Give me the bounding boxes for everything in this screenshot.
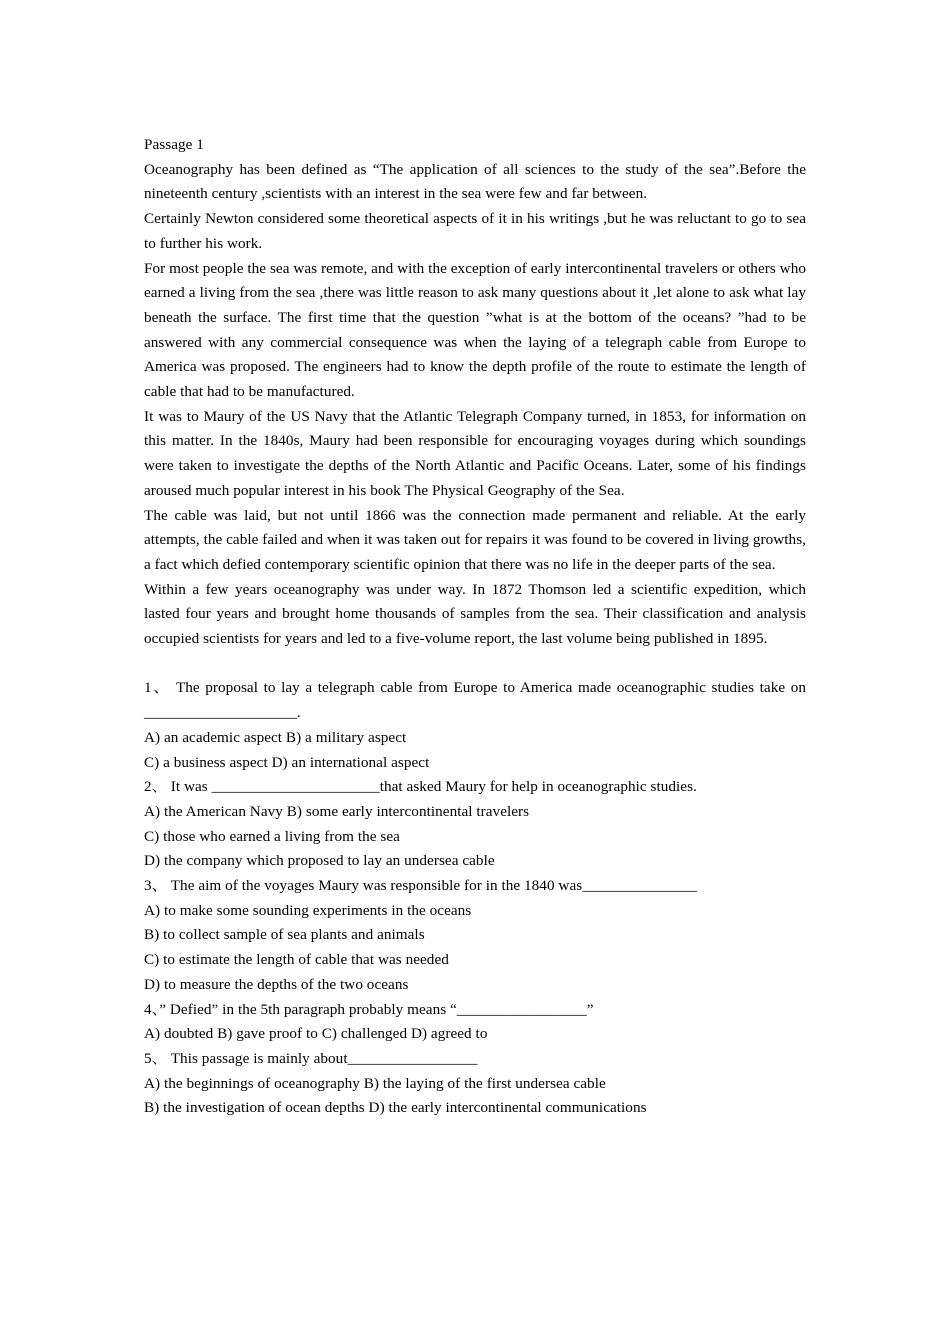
question-5 [144, 1047, 806, 1121]
passage-paragraph-3: For most people the sea was remote, and with the exception of early intercontinental travelers or others who earned a living from the sea ,there was little reason to ask many questions about it ,let alone to ask what lay beneath the surface. The first time that the question ”what is at the bottom of the oceans? ”had to be answered with any commercial consequence was when the laying of a telegraph cable from Europe to America was proposed. The engineers had to know the depth profile of the route to estimate the length of cable that had to be manufactured. [144, 259, 806, 401]
passage-paragraph-1: Oceanography has been defined as “The application of all sciences to the study of the sea”.Before the nineteenth century ,scientists with an interest in the sea were few and far between. [144, 160, 806, 203]
question-4-option-a-b-c-d[interactable]: A) doubted B) gave proof to C) challenged D) agreed to [144, 1025, 488, 1043]
passage-paragraph-6: Within a few years oceanography was under way. In 1872 Thomson led a scientific expedition, which lasted four years and brought home thousands of samples from the sea. Their classification and analysis occupied scientists for years and led to a five-volume report, the last volume being published in 1895. [144, 580, 806, 648]
passage-paragraph-4: It was to Maury of the US Navy that the Atlantic Telegraph Company turned, in 1853, for information on this matter. In the 1840s, Maury had been responsible for encouraging voyages during which soundings were taken to investigate the depths of the North Atlantic and Pacific Oceans. Later, some of his findings aroused much popular interest in his book The Physical Geography of the Sea. [144, 407, 806, 499]
question-4-stem: 4、” Defied” in the 5th paragraph probably means “_________________” [144, 1000, 594, 1018]
passage-paragraph-2: Certainly Newton considered some theoretical aspects of it in his writings ,but he was reluctant to go to sea to further his work. [144, 210, 806, 252]
question-3-option-b[interactable]: B) to collect sample of sea plants and animals [144, 926, 425, 944]
passage-heading: Passage 1 [144, 136, 204, 153]
question-1 [144, 676, 806, 775]
question-3-option-c[interactable]: C) to estimate the length of cable that was needed [144, 951, 449, 969]
question-3 [144, 874, 806, 998]
question-1-stem: 1、 The proposal to lay a telegraph cable from Europe to America made oceanographic studies take on ____________________. [144, 679, 806, 722]
question-5-option-a-b[interactable]: A) the beginnings of oceanography B) the laying of the first undersea cable [144, 1074, 606, 1092]
question-5-option-b-d[interactable]: B) the investigation of ocean depths D) the early intercontinental communications [144, 1099, 647, 1117]
document-page [144, 133, 806, 1121]
question-3-option-d[interactable]: D) to measure the depths of the two oceans [144, 975, 409, 993]
question-1-option-a-b[interactable]: A) an academic aspect B) a military aspect [144, 728, 407, 746]
question-5-stem: 5、 This passage is mainly about_________________ [144, 1050, 478, 1067]
question-4 [144, 998, 806, 1047]
question-2-option-d[interactable]: D) the company which proposed to lay an undersea cable [144, 852, 495, 870]
question-3-stem: 3、 The aim of the voyages Maury was responsible for in the 1840 was_______________ [144, 877, 697, 895]
passage-paragraph-5: The cable was laid, but not until 1866 was the connection made permanent and reliable. At the early attempts, the cable failed and when it was taken out for repairs it was found to be covered in living growths, a fact which defied contemporary scientific opinion that there was no life in the deeper parts of the sea. [144, 506, 806, 573]
question-3-option-a[interactable]: A) to make some sounding experiments in the oceans [144, 901, 472, 919]
question-2-option-c[interactable]: C) those who earned a living from the sea [144, 827, 400, 845]
question-1-option-c-d[interactable]: C) a business aspect D) an international aspect [144, 753, 430, 771]
section-spacer [144, 652, 806, 677]
question-2-option-a-b[interactable]: A) the American Navy B) some early intercontinental travelers [144, 802, 530, 820]
question-2-stem: 2、 It was ______________________that asked Maury for help in oceanographic studies. [144, 778, 697, 796]
question-2 [144, 775, 806, 874]
